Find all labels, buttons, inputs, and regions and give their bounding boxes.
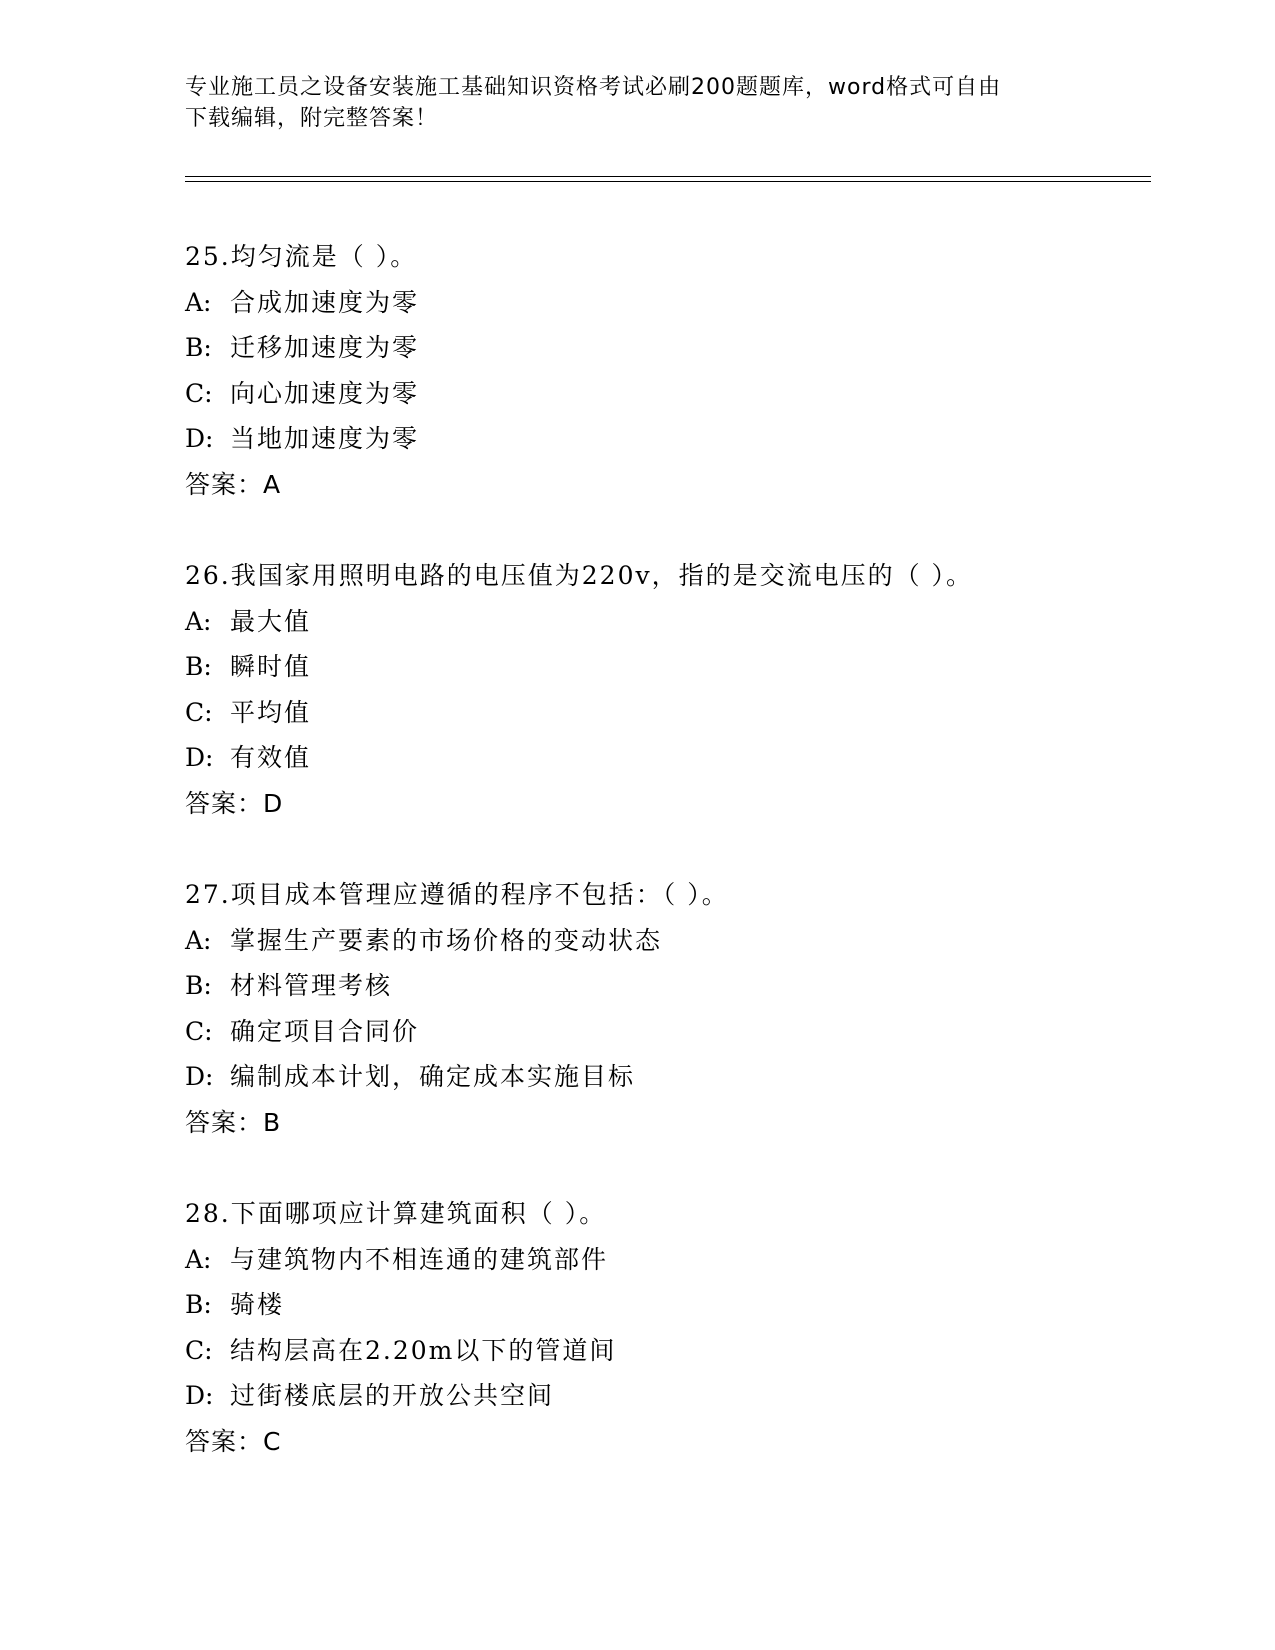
option-text: 向心加速度为零 [230, 378, 420, 408]
option-key: B: [185, 1290, 212, 1319]
option-text: 瞬时值 [230, 652, 312, 681]
option-text: 迁移加速度为零 [230, 333, 420, 362]
question-block [185, 872, 1135, 1145]
question-stem: 25.均匀流是（ ）。 [185, 242, 418, 271]
header-divider-bottom [185, 181, 1151, 182]
option-key: A: [185, 1244, 212, 1274]
option-key: D: [185, 743, 214, 772]
answer-line: 答案：A [185, 469, 282, 499]
header-line-1: 专业施工员之设备安装施工基础知识资格考试必刷200题题库，word格式可自由 [185, 75, 1002, 100]
option-c [185, 1009, 1135, 1055]
option-key: D: [185, 1062, 214, 1091]
option-text: 确定项目合同价 [230, 1016, 420, 1046]
option-d [185, 1054, 1135, 1100]
option-text: 编制成本计划，确定成本实施目标 [230, 1062, 636, 1091]
option-b [185, 644, 1135, 690]
option-key: A: [185, 925, 212, 955]
header-line-2: 下载编辑，附完整答案！ [185, 106, 439, 131]
option-key: B: [185, 333, 212, 362]
option-key: C: [185, 1335, 213, 1365]
option-key: C: [185, 697, 213, 727]
option-text: 结构层高在2.20m以下的管道间 [230, 1335, 617, 1365]
header-divider-top [185, 176, 1151, 177]
question-block [185, 553, 1135, 826]
answer-line: 答案：D [185, 788, 284, 818]
question-stem: 26.我国家用照明电路的电压值为220v，指的是交流电压的（ ）。 [185, 561, 974, 590]
option-text: 合成加速度为零 [230, 287, 420, 317]
option-b [185, 963, 1135, 1009]
option-text: 骑楼 [230, 1290, 285, 1319]
option-text: 最大值 [230, 606, 312, 636]
option-b [185, 1282, 1135, 1328]
option-text: 材料管理考核 [230, 971, 393, 1000]
option-key: B: [185, 652, 212, 681]
option-c [185, 690, 1135, 736]
option-a [185, 599, 1135, 645]
option-key: B: [185, 971, 212, 1000]
option-text: 平均值 [230, 697, 312, 727]
option-c [185, 371, 1135, 417]
option-text: 掌握生产要素的市场价格的变动状态 [230, 925, 663, 955]
option-b [185, 325, 1135, 371]
question-block [185, 1191, 1135, 1464]
option-d [185, 416, 1135, 462]
question-stem: 27.项目成本管理应遵循的程序不包括：（ ）。 [185, 880, 729, 909]
option-d [185, 735, 1135, 781]
option-text: 与建筑物内不相连通的建筑部件 [230, 1244, 609, 1274]
question-block [185, 234, 1135, 507]
document-header [185, 72, 1075, 134]
question-stem: 28.下面哪项应计算建筑面积（ ）。 [185, 1199, 607, 1228]
option-d [185, 1373, 1135, 1419]
option-key: D: [185, 424, 214, 453]
option-key: D: [185, 1381, 214, 1410]
option-a [185, 280, 1135, 326]
option-key: C: [185, 378, 213, 408]
option-a [185, 1237, 1135, 1283]
option-key: A: [185, 606, 212, 636]
answer-line: 答案：C [185, 1426, 282, 1456]
option-text: 有效值 [230, 743, 312, 772]
answer-line: 答案：B [185, 1107, 282, 1137]
option-text: 当地加速度为零 [230, 424, 420, 453]
option-text: 过街楼底层的开放公共空间 [230, 1381, 555, 1410]
option-c [185, 1328, 1135, 1374]
option-key: C: [185, 1016, 213, 1046]
option-key: A: [185, 287, 212, 317]
option-a [185, 918, 1135, 964]
